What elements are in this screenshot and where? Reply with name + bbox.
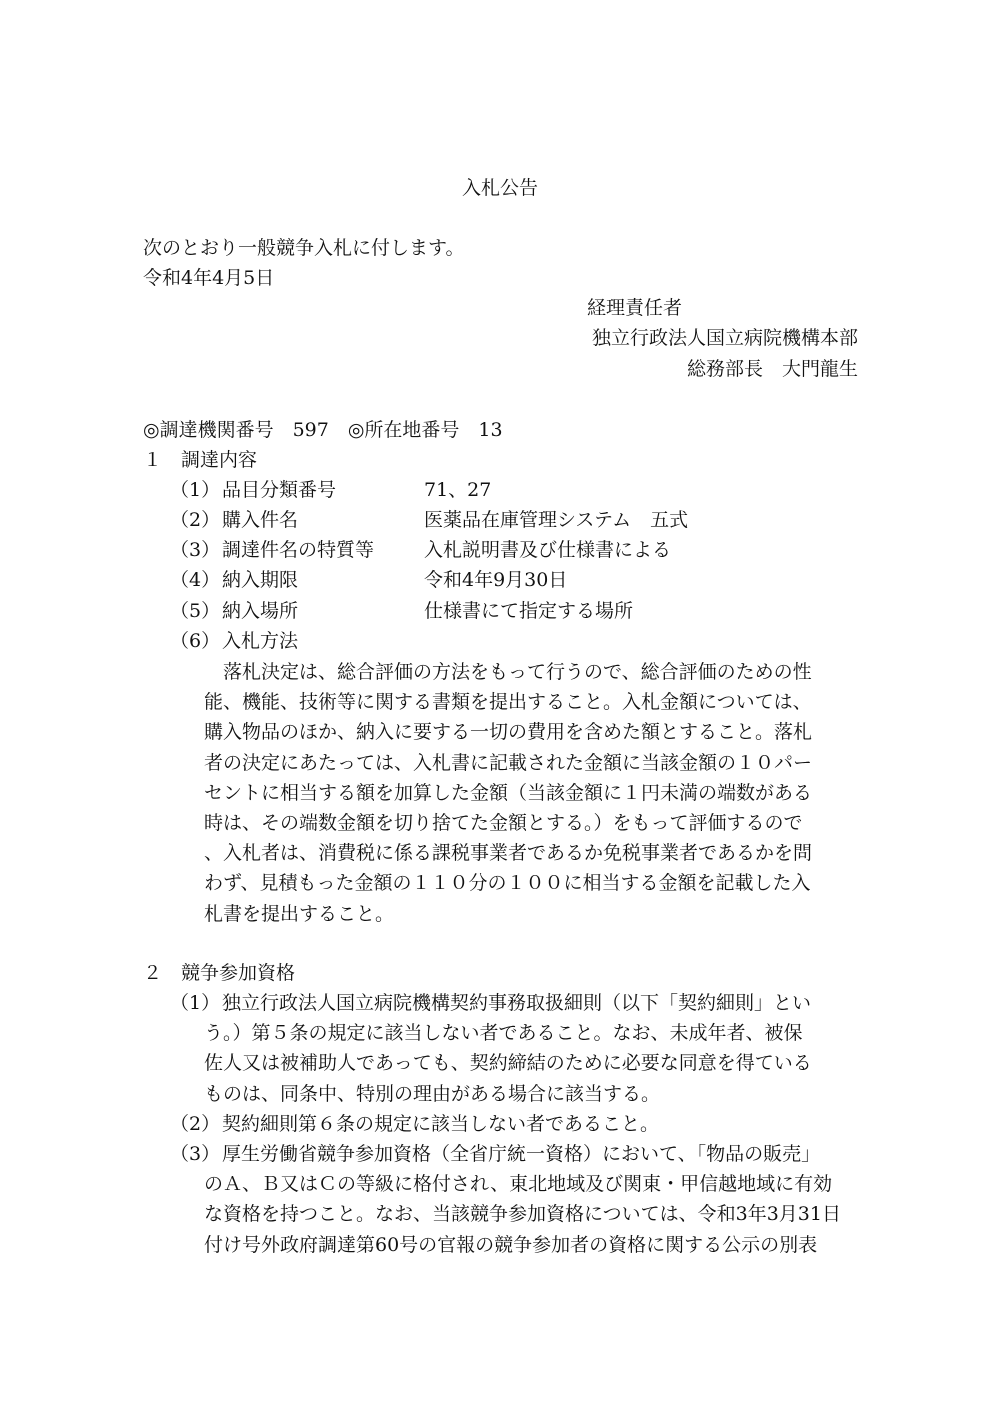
item-value: 入札説明書及び仕様書による — [424, 539, 672, 561]
paragraph-line: 、入札者は、消費税に係る課税事業者であるか免税事業者であるかを問 — [204, 842, 813, 865]
qualification-paragraph — [204, 988, 812, 1109]
paragraph-line: セントに相当する額を加算した金額（当該金額に１円未満の端数がある — [204, 781, 813, 804]
issuer-role: 経理責任者 — [587, 297, 683, 319]
paragraph-line: 能、機能、技術等に関する書類を提出すること。入札金額については、 — [204, 691, 812, 714]
agency-codes: ◎調達機関番号 597 ◎所在地番号 13 — [143, 419, 503, 441]
item-number: （2） — [170, 1113, 221, 1135]
paragraph-line: 者の決定にあたっては、入札書に記載された金額に当該金額の１０パー — [204, 751, 813, 774]
qualification-paragraph — [222, 1109, 659, 1139]
qualification-paragraph — [204, 1139, 841, 1260]
paragraph-line: な資格を持つこと。なお、当該競争参加資格については、令和3年3月31日 — [204, 1203, 841, 1226]
procurement-item — [170, 626, 870, 656]
item-label: 品目分類番号 — [222, 479, 337, 501]
procurement-item — [170, 475, 870, 505]
paragraph-line: 厚生労働省競争参加資格（全省庁統一資格）において、「物品の販売」 — [222, 1143, 821, 1165]
item-number: （5） — [170, 600, 221, 622]
item-number: （3） — [170, 1143, 221, 1165]
section1-heading: １ 調達内容 — [143, 449, 258, 471]
item-label: 購入件名 — [222, 509, 299, 531]
paragraph-line: 契約細則第６条の規定に該当しない者であること。 — [222, 1113, 660, 1135]
paragraph-line: 購入物品のほか、納入に要する一切の費用を含めた額とすること。落札 — [204, 721, 813, 744]
item-value: 令和4年9月30日 — [424, 569, 568, 591]
paragraph-line: う。）第５条の規定に該当しない者であること。なお、未成年者、被保 — [204, 1022, 803, 1045]
procurement-item — [170, 565, 870, 595]
item-number: （4） — [170, 569, 221, 591]
paragraph-line: 落札決定は、総合評価の方法をもって行うので、総合評価のための性 — [204, 661, 812, 683]
paragraph-line: 付け号外政府調達第60号の官報の競争参加者の資格に関する公示の別表 — [204, 1233, 818, 1256]
item-number: （1） — [170, 479, 221, 501]
paragraph-line: 佐人又は被補助人であっても、契約締結のために必要な同意を得ている — [204, 1052, 812, 1075]
bidding-method-paragraph — [204, 657, 812, 929]
document-title: 入札公告 — [461, 177, 538, 199]
item-label: 納入場所 — [222, 600, 299, 622]
paragraph-line: のＡ、Ｂ又はＣの等級に格付され、東北地域及び関東・甲信越地域に有効 — [204, 1173, 833, 1196]
issuer-name: 総務部長 大門龍生 — [686, 358, 858, 380]
issuer-organization: 独立行政法人国立病院機構本部 — [591, 327, 858, 349]
item-value: 71、27 — [424, 479, 492, 501]
item-number: （3） — [170, 539, 221, 561]
item-label: 調達件名の特質等 — [222, 539, 375, 561]
item-number: （1） — [170, 992, 221, 1014]
paragraph-line: ものは、同条中、特別の理由がある場合に該当する。 — [204, 1082, 661, 1105]
procurement-item — [170, 596, 870, 626]
notice-date: 令和4年4月5日 — [143, 267, 275, 289]
paragraph-line: わず、見積もった金額の１１０分の１００に相当する金額を記載した入 — [204, 872, 811, 895]
item-value: 仕様書にて指定する場所 — [424, 600, 634, 622]
section2-heading: ２ 競争参加資格 — [143, 962, 296, 984]
item-label: 入札方法 — [222, 630, 299, 652]
procurement-item — [170, 505, 870, 535]
item-label: 納入期限 — [222, 569, 299, 591]
procurement-item — [170, 535, 870, 565]
item-value: 医薬品在庫管理システム 五式 — [424, 509, 689, 531]
intro-text: 次のとおり一般競争入札に付します。 — [143, 237, 465, 259]
paragraph-line: 札書を提出すること。 — [204, 902, 395, 925]
item-number: （2） — [170, 509, 221, 531]
paragraph-line: 独立行政法人国立病院機構契約事務取扱細則（以下「契約細則」とい — [222, 992, 812, 1014]
item-number: （6） — [170, 630, 221, 652]
paragraph-line: 時は、その端数金額を切り捨てた金額とする。）をもって評価するので — [204, 811, 803, 834]
